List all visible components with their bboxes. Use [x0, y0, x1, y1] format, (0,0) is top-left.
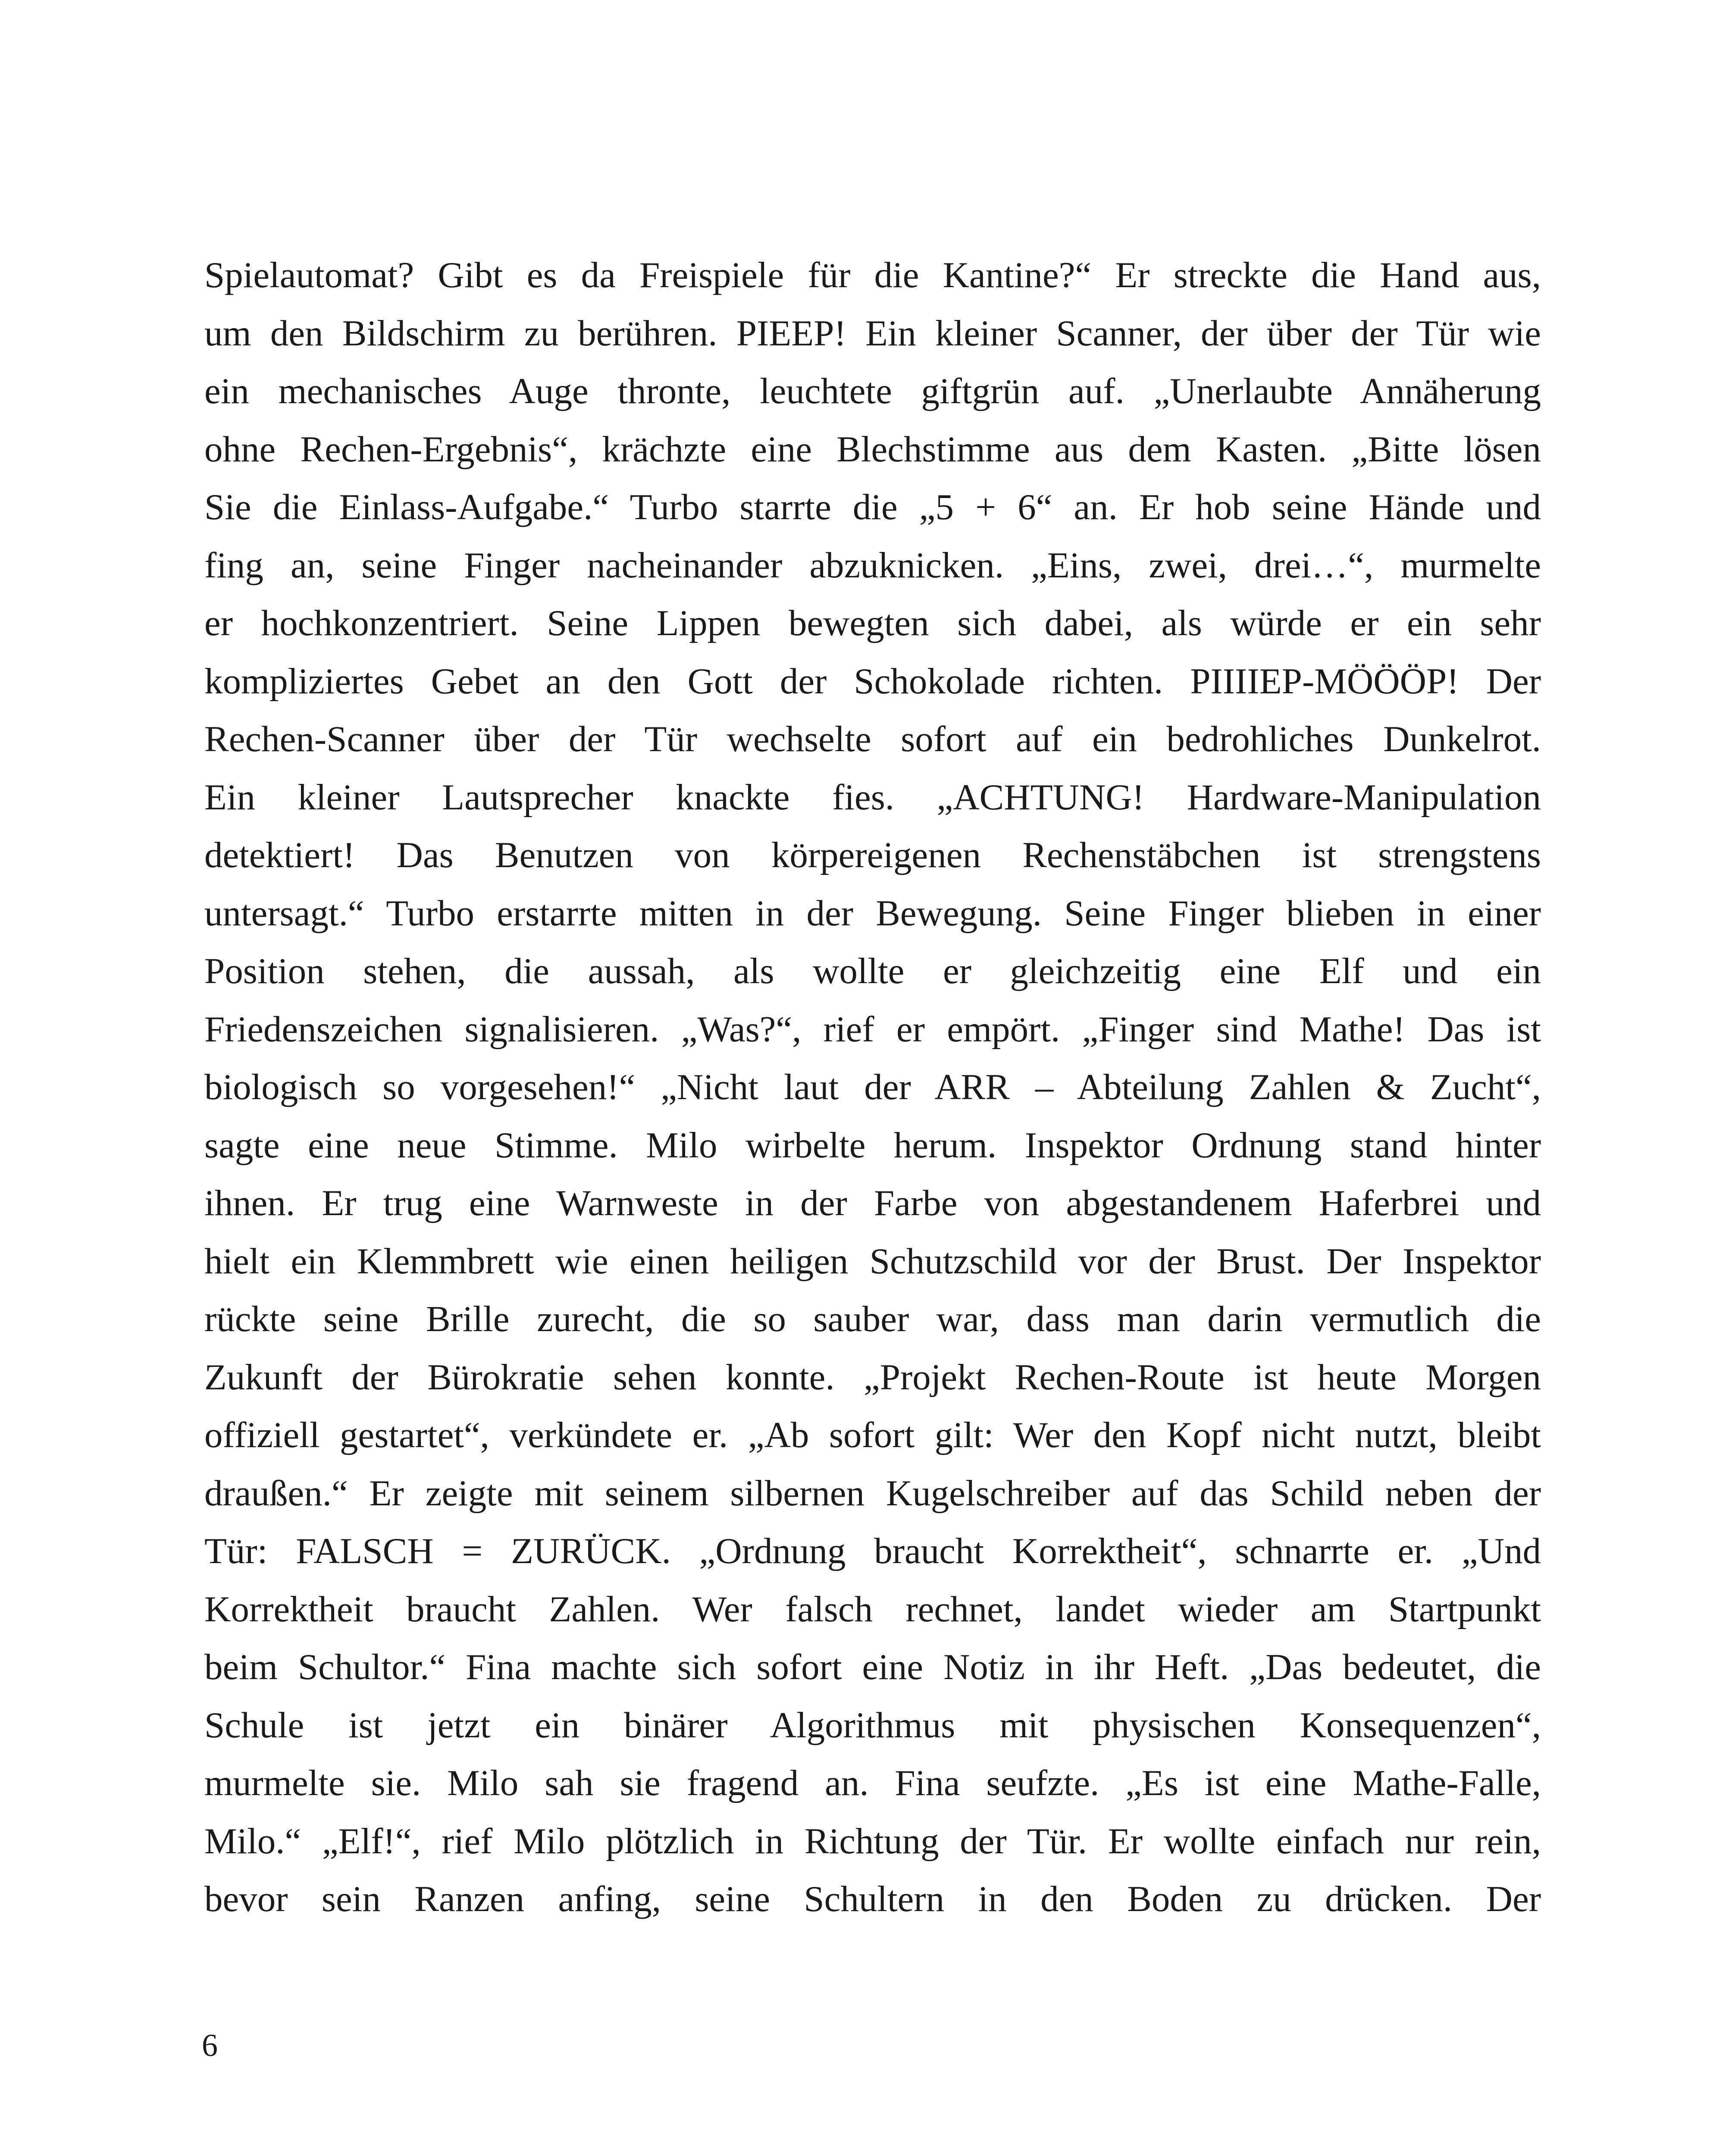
body-text: [204, 246, 1541, 1928]
text-line-4: ohne Rechen-Ergebnis“, krächzte eine Blechstimme aus dem Kasten. „Bitte lösen: [204, 429, 1541, 470]
text-line-8: kompliziertes Gebet an den Gott der Schokolade richten. PIIIIEP-MÖÖÖP! Der: [204, 661, 1541, 702]
text-line-24: Korrektheit braucht Zahlen. Wer falsch rechnet, landet wieder am Startpunkt: [204, 1589, 1541, 1630]
text-line-23: Tür: FALSCH = ZURÜCK. „Ordnung braucht Korrektheit“, schnarrte er. „Und: [204, 1531, 1541, 1571]
text-line-13: Position stehen, die aussah, als wollte er gleichzeitig eine Elf und ein: [204, 951, 1541, 991]
text-line-2: um den Bildschirm zu berühren. PIEEP! Ein kleiner Scanner, der über der Tür wie: [204, 313, 1541, 354]
text-line-27: murmelte sie. Milo sah sie fragend an. Fina seufzte. „Es ist eine Mathe-Falle,: [204, 1763, 1541, 1803]
text-line-11: detektiert! Das Benutzen von körpereigenen Rechenstäbchen ist strengstens: [204, 835, 1541, 875]
text-line-18: hielt ein Klemmbrett wie einen heiligen Schutzschild vor der Brust. Der Inspektor: [204, 1241, 1541, 1282]
text-line-9: Rechen-Scanner über der Tür wechselte sofort auf ein bedrohliches Dunkelrot.: [204, 719, 1541, 759]
text-line-22: draußen.“ Er zeigte mit seinem silbernen Kugelschreiber auf das Schild neben der: [204, 1473, 1541, 1514]
text-line-26: Schule ist jetzt ein binärer Algorithmus mit physischen Konsequenzen“,: [204, 1705, 1541, 1745]
text-line-1: Spielautomat? Gibt es da Freispiele für die Kantine?“ Er streckte die Hand aus,: [204, 255, 1541, 295]
page-number: 6: [202, 2028, 218, 2063]
text-line-20: Zukunft der Bürokratie sehen konnte. „Projekt Rechen-Route ist heute Morgen: [204, 1357, 1541, 1398]
text-line-7: er hochkonzentriert. Seine Lippen bewegten sich dabei, als würde er ein sehr: [204, 603, 1541, 643]
text-line-21: offiziell gestartet“, verkündete er. „Ab sofort gilt: Wer den Kopf nicht nutzt, bleibt: [204, 1415, 1541, 1455]
text-line-10: Ein kleiner Lautsprecher knackte fies. „ACHTUNG! Hardware-Manipulation: [204, 777, 1541, 818]
text-line-12: untersagt.“ Turbo erstarrte mitten in der Bewegung. Seine Finger blieben in einer: [204, 893, 1541, 934]
text-line-16: sagte eine neue Stimme. Milo wirbelte herum. Inspektor Ordnung stand hinter: [204, 1125, 1541, 1166]
text-line-15: biologisch so vorgesehen!“ „Nicht laut der ARR – Abteilung Zahlen & Zucht“,: [204, 1067, 1541, 1107]
text-line-19: rückte seine Brille zurecht, die so sauber war, dass man darin vermutlich die: [204, 1299, 1541, 1339]
text-line-5: Sie die Einlass-Aufgabe.“ Turbo starrte die „5 + 6“ an. Er hob seine Hände und: [204, 487, 1541, 527]
text-line-17: ihnen. Er trug eine Warnweste in der Farbe von abgestandenem Haferbrei und: [204, 1183, 1541, 1223]
text-line-14: Friedenszeichen signalisieren. „Was?“, rief er empört. „Finger sind Mathe! Das ist: [204, 1009, 1541, 1050]
text-line-28: Milo.“ „Elf!“, rief Milo plötzlich in Richtung der Tür. Er wollte einfach nur rein,: [204, 1821, 1541, 1861]
text-line-3: ein mechanisches Auge thronte, leuchtete giftgrün auf. „Unerlaubte Annäherung: [204, 371, 1541, 411]
text-line-25: beim Schultor.“ Fina machte sich sofort eine Notiz in ihr Heft. „Das bedeutet, die: [204, 1647, 1541, 1687]
text-line-29: bevor sein Ranzen anfing, seine Schultern in den Boden zu drücken. Der: [204, 1879, 1541, 1919]
text-line-6: fing an, seine Finger nacheinander abzuknicken. „Eins, zwei, drei…“, murmelte: [204, 545, 1541, 586]
